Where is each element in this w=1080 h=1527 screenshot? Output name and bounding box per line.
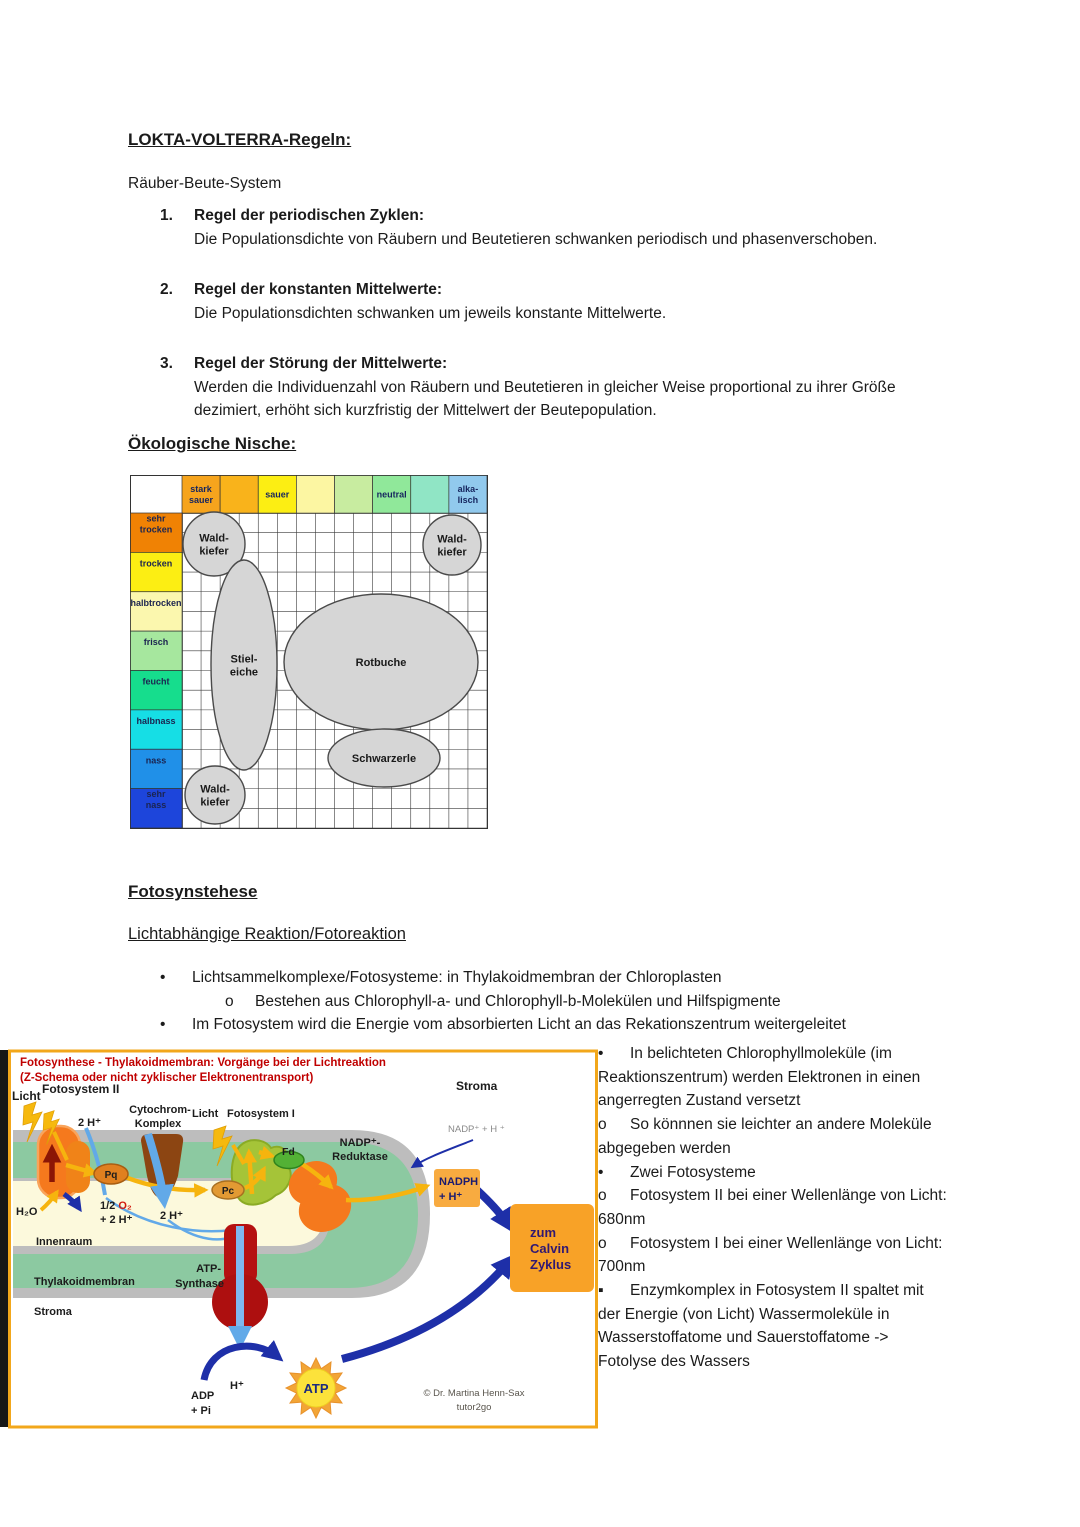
bullet-marker: o <box>598 1187 607 1205</box>
note-item <box>598 1113 950 1160</box>
nadph-label-line2: + H⁺ <box>439 1191 463 1203</box>
foto-bullet-list <box>160 966 970 1037</box>
rule-body: Die Populationsdichte von Räubern und Beutetieren schwanken periodisch und phasenverschoben. <box>194 230 878 248</box>
water-label: H₂O <box>16 1206 38 1218</box>
niche-label: sehr <box>146 789 166 800</box>
niche-label: Wald- <box>437 533 467 546</box>
oxygen-label-line1: 1/2 O₂ <box>100 1200 132 1212</box>
niche-label: feucht <box>142 676 170 687</box>
bullet-marker: • <box>598 1045 604 1062</box>
stroma-bottom-label: Stroma <box>34 1306 72 1318</box>
list-item-text: Lichtsammelkomplexe/Fotosysteme: in Thylakoidmembran der Chloroplasten <box>192 969 722 986</box>
note-item <box>598 1232 950 1279</box>
cytochrome-label-line1: Cytochrom- <box>129 1104 191 1116</box>
adp-label-line2: + Pi <box>191 1405 211 1417</box>
niche-label: halbnass <box>136 715 176 726</box>
niche-label: Schwarzerle <box>351 753 417 765</box>
rule-item <box>160 352 960 423</box>
nadph-label-line1: NADPH <box>439 1176 479 1188</box>
rule-number: 2. <box>160 281 173 298</box>
nadp-reductase-label-line1: NADP⁺- <box>339 1137 381 1149</box>
note-text: So könnnen sie leichter an andere Moleküle abgegeben werden <box>598 1116 932 1157</box>
niche-label: Wald- <box>200 783 230 796</box>
niche-label: neutral <box>376 489 407 500</box>
bullet-marker: • <box>160 1016 166 1033</box>
niche-label: halbtrocken <box>130 597 182 608</box>
thylakoid-label: Thylakoidmembran <box>34 1276 135 1288</box>
lotka-rules-list <box>160 204 960 450</box>
calvin-label-line3: Zyklus <box>530 1257 572 1272</box>
credit-line2: tutor2go <box>456 1402 492 1413</box>
note-item <box>598 1184 950 1231</box>
rule-body: Die Populationsdichten schwanken um jeweils konstante Mittelwerte. <box>194 304 667 322</box>
credit-line1: © Dr. Martina Henn-Sax <box>423 1388 525 1399</box>
stroma-top-label: Stroma <box>456 1079 498 1093</box>
note-text: Zwei Fotosysteme <box>630 1163 756 1181</box>
rule-heading: Regel der Störung der Mittelwerte: <box>194 355 448 372</box>
niche-label: lisch <box>457 495 479 505</box>
niche-label: trocken <box>139 524 173 535</box>
niche-label: nass <box>145 755 167 766</box>
right-notes-column <box>598 1042 950 1374</box>
atp-synthase-label-line1: ATP- <box>196 1263 221 1275</box>
bullet-marker: • <box>598 1163 604 1181</box>
niche-label: stark <box>190 484 212 494</box>
rule-heading: Regel der konstanten Mittelwerte: <box>194 281 443 298</box>
note-item <box>598 1042 950 1113</box>
plastocyanin-label: Pc <box>221 1186 235 1197</box>
rule-body: Werden die Individuenzahl von Räubern und Beutetieren in gleicher Weise proportional zu ihrer Größe dezimiert, erhöht sich kurzfristig der Mittelwert der Beutepopulation. <box>194 378 896 419</box>
photosystem-2-label: Fotosystem II <box>42 1082 120 1096</box>
ferredoxin-label: Fd <box>282 1146 295 1158</box>
bullet-marker: o <box>598 1234 607 1252</box>
atp-label: ATP <box>303 1381 329 1396</box>
licht-label: Licht <box>192 1108 219 1120</box>
foto-title: Fotosynstehese <box>128 882 258 901</box>
niche-ph-cell <box>335 476 373 514</box>
bullet-marker: • <box>160 969 166 986</box>
bullet-marker: o <box>225 992 234 1010</box>
bullet-marker: ▪ <box>598 1282 604 1300</box>
scan-edge-strip <box>0 1050 8 1427</box>
niche-ph-cell <box>220 476 258 514</box>
rule-item <box>160 278 960 325</box>
note-item <box>598 1279 950 1374</box>
proton-bottom-label: H⁺ <box>230 1380 244 1392</box>
ecological-niche-chart <box>130 475 488 829</box>
calvin-label-line1: zum <box>530 1225 556 1240</box>
niche-label: alka- <box>457 484 479 494</box>
plastoquinone-label: Pq <box>104 1170 118 1181</box>
niche-label: nass <box>145 800 167 811</box>
rule-number: 3. <box>160 355 173 372</box>
niche-label: sauer <box>189 495 214 505</box>
niche-ph-cell <box>296 476 334 514</box>
niche-label: sauer <box>265 489 290 500</box>
nadp-plus-label: NADP⁺ + H ⁺ <box>448 1124 505 1135</box>
photosystem-1-label: Fotosystem I <box>227 1108 295 1120</box>
figure-title-line2: (Z-Schema oder nicht zyklischer Elektronentransport) <box>20 1072 314 1084</box>
list-item-text: Im Fotosystem wird die Energie vom absorbierten Licht an das Rekationszentrum weitergeleitet <box>192 1016 846 1033</box>
list-item <box>160 966 970 990</box>
niche-label: kiefer <box>199 545 229 558</box>
niche-label: frisch <box>143 637 169 648</box>
rule-number: 1. <box>160 207 173 224</box>
licht-label: Licht <box>12 1089 41 1103</box>
list-item-text: Bestehen aus Chlorophyll-a- und Chlorophyll-b-Molekülen und Hilfspigmente <box>255 992 781 1010</box>
note-item <box>598 1161 950 1185</box>
note-text: Enzymkomplex in Fotosystem II spaltet mit der Energie (von Licht) Wassermoleküle in Wasserstoffatome und Sauerstoffatome -> Fotolyse des Wassers <box>598 1282 924 1371</box>
lotka-title: LOKTA-VOLTERRA-Regeln: <box>128 130 352 149</box>
calvin-label-line2: Calvin <box>530 1241 570 1256</box>
list-item <box>160 990 970 1014</box>
list-item <box>160 1013 970 1037</box>
figure-title-line1: Fotosynthese - Thylakoidmembran: Vorgänge bei der Lichtreaktion <box>20 1057 386 1069</box>
proton-label: 2 H⁺ <box>78 1117 101 1129</box>
niche-label: kiefer <box>200 796 230 809</box>
proton-lumen-label: 2 H⁺ <box>160 1210 183 1222</box>
rule-item <box>160 204 960 251</box>
foto-subtitle: Lichtabhängige Reaktion/Fotoreaktion <box>128 925 406 943</box>
niche-label: Stiel- <box>230 653 258 666</box>
niche-label: kiefer <box>437 546 467 559</box>
note-text: Fotosystem I bei einer Wellenlänge von Licht: 700nm <box>598 1234 943 1276</box>
niche-title: Ökologische Nische: <box>128 434 297 453</box>
niche-label: sehr <box>146 513 166 524</box>
note-text: In belichteten Chlorophyllmoleküle (im Reaktionszentrum) werden Elektronen in einen angerregten Zustand versetzt <box>598 1045 921 1110</box>
nadp-reductase-label-line2: Reduktase <box>332 1151 388 1163</box>
niche-label: Wald- <box>199 532 229 545</box>
innenraum-label: Innenraum <box>36 1236 93 1248</box>
note-text: Fotosystem II bei einer Wellenlänge von Licht: 680nm <box>598 1187 947 1228</box>
lotka-subtitle: Räuber-Beute-System <box>128 175 282 192</box>
niche-ph-cell <box>411 476 449 514</box>
cytochrome-label-line2: Komplex <box>134 1118 182 1130</box>
bullet-marker: o <box>598 1116 607 1134</box>
oxygen-label-line2: + 2 H⁺ <box>100 1214 133 1226</box>
niche-label: Rotbuche <box>355 657 407 669</box>
photosynthesis-figure <box>8 1048 598 1430</box>
rule-heading: Regel der periodischen Zyklen: <box>194 207 424 224</box>
niche-label: trocken <box>139 558 173 569</box>
adp-label-line1: ADP <box>191 1390 215 1402</box>
atp-synthase-label-line2: Synthase <box>175 1278 224 1290</box>
niche-label: eiche <box>229 666 259 679</box>
